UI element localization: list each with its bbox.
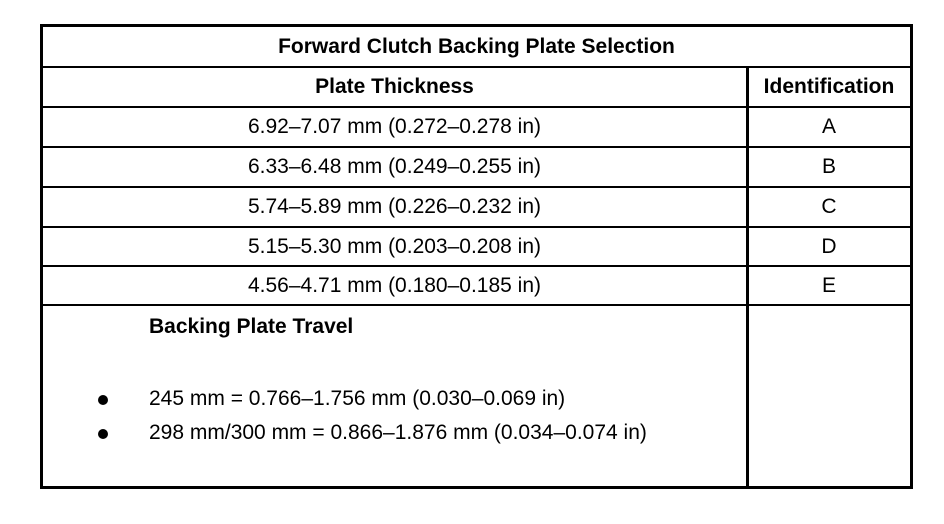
table-title: Forward Clutch Backing Plate Selection [278,34,675,58]
header-plate-thickness: Plate Thickness [315,75,474,98]
table-header-row [43,68,910,108]
identification-cell: D [821,234,837,258]
identification-cell: B [821,155,836,178]
thickness-cell: 5.74–5.89 mm (0.226–0.232 in) [247,195,542,218]
identification-cell: E [821,273,836,297]
header-identification: Identification [763,75,895,98]
identification-cell: A [821,115,836,138]
thickness-cell: 6.33–6.48 mm (0.249–0.255 in) [247,155,542,178]
identification-cell: C [821,195,837,218]
thickness-cell: 5.15–5.30 mm (0.203–0.208 in) [247,234,542,258]
table-row [43,108,910,148]
backing-plate-table [40,24,913,489]
table-row [43,267,910,306]
table-row [43,188,910,228]
thickness-cell: 4.56–4.71 mm (0.180–0.185 in) [247,273,542,297]
table-row [43,148,910,188]
list-item-text: 298 mm/300 mm = 0.866–1.876 mm (0.034–0.074 in) [149,421,647,444]
notes-title: Backing Plate Travel [149,315,354,338]
table-row [43,228,910,267]
bullet-icon [98,395,108,405]
thickness-cell: 6.92–7.07 mm (0.272–0.278 in) [247,115,542,138]
bullet-icon [98,429,108,439]
list-item-text: 245 mm = 0.766–1.756 mm (0.030–0.069 in) [149,387,566,410]
backing-plate-travel-notes [43,306,746,486]
table-title-row [43,27,910,68]
